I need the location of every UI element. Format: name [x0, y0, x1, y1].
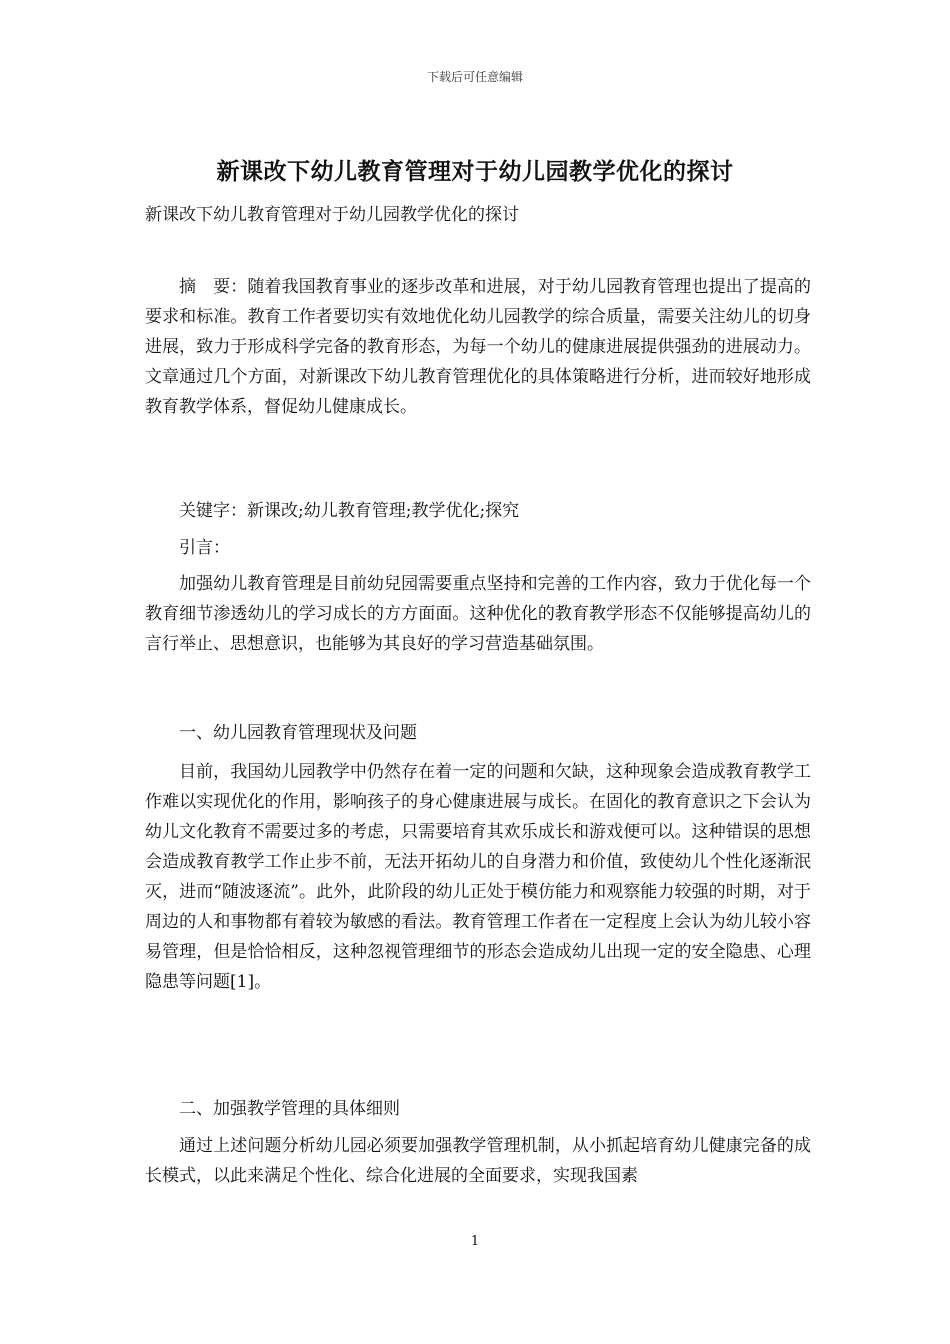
page-header: 下载后可任意编辑: [426, 70, 523, 84]
section-one-paragraph: 目前，我国幼儿园教学中仍然存在着一定的问题和欠缺，这种现象会造成教育教学工作难以实现优化的作用，影响孩子的身心健康进展与成长。在固化的教育意识之下会认为幼儿文化教育不需要过多的考虑，只需要培育其欢乐成长和游戏便可以。这种错误的思想会造成教育教学工作止步不前，无法开拓幼儿的自身潜力和价值，致使幼儿个性化逐渐泯灭，进而“随波逐流”。此外，此阶段的幼儿正处于模仿能力和观察能力较强的时期，对于周边的人和事物都有着较为敏感的看法。教育管理工作者在一定程度上会认为幼儿较小容易管理，但是恰恰相反，这种忽视管理细节的形态会造成幼儿出现一定的安全隐患、心理隐患等问题[1]。: [145, 762, 811, 992]
introduction-paragraph: 加强幼儿教育管理是目前幼兒园需要重点坚持和完善的工作内容，致力于优化每一个教育细节渗透幼儿的学习成长的方方面面。这种优化的教育教学形态不仅能够提高幼儿的言行举止、思想意识，也能够为其良好的学习营造基础氛围。: [145, 574, 811, 654]
document-subtitle: 新课改下幼儿教育管理对于幼儿园教学优化的探讨: [145, 205, 519, 225]
section-two-paragraph: 通过上述问题分析幼儿园必须要加强教学管理机制，从小抓起培育幼儿健康完备的成长模式，以此来满足个性化、综合化进展的全面要求，实现我国素: [145, 1136, 811, 1186]
document-title: 新课改下幼儿教育管理对于幼儿园教学优化的探讨: [216, 158, 734, 185]
abstract-paragraph: 摘 要：随着我国教育事业的逐步改革和进展，对于幼儿园教育管理也提出了提高的要求和标准。教育工作者要切实有效地优化幼儿园教学的综合质量，需要关注幼儿的切身进展，致力于形成科学完备的教育形态，为每一个幼儿的健康进展提供强劲的进展动力。文章通过几个方面，对新课改下幼儿教育管理优化的具体策略进行分析，进而较好地形成教育教学体系，督促幼儿健康成长。: [145, 277, 811, 417]
keywords-line: 关键字：新课改;幼儿教育管理;教学优化;探究: [179, 501, 520, 521]
introduction-label: 引言：: [179, 538, 230, 558]
section-one-heading: 一、幼儿园教育管理现状及问题: [179, 723, 417, 743]
page-number: 1: [470, 1234, 480, 1249]
section-two-heading: 二、加强教学管理的具体细则: [179, 1099, 400, 1119]
